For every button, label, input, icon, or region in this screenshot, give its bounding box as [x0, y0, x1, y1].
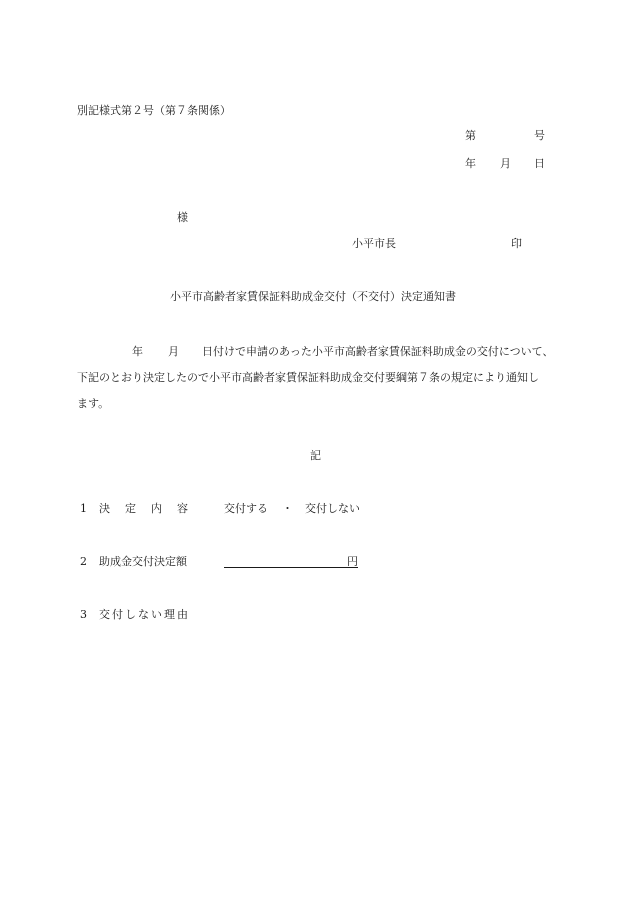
item-3-label-char: な — [138, 608, 149, 621]
choice-separator: ・ — [282, 502, 293, 515]
amount-field — [224, 554, 358, 568]
document-title: 小平市高齢者家賃保証料助成金交付（不交付）決定通知書 — [170, 290, 456, 303]
item-1-label-char: 定 — [125, 502, 136, 515]
seal-mark: 印 — [511, 237, 522, 250]
date-year: 年 — [465, 157, 476, 170]
number-suffix: 号 — [534, 129, 545, 142]
date-day: 日 — [534, 157, 545, 170]
item-3-label-char: し — [125, 608, 136, 621]
item-2-number: 2 — [80, 555, 87, 568]
date-month: 月 — [500, 157, 511, 170]
body-line2: 下記のとおり決定したので小平市高齢者家賃保証料助成金交付要綱第７条の規定により通知し — [77, 371, 539, 384]
number-prefix: 第 — [465, 129, 476, 142]
addressee-suffix: 様 — [177, 211, 188, 224]
form-identifier: 別記様式第２号（第７条関係） — [77, 104, 231, 117]
issuer-name: 小平市長 — [352, 237, 396, 250]
choice-grant: 交付する — [224, 502, 268, 515]
ki-heading: 記 — [310, 449, 321, 462]
body-line3: ます。 — [77, 397, 110, 410]
item-3-label-char: 由 — [177, 608, 188, 621]
item-1-label — [99, 503, 188, 514]
amount-unit: 円 — [347, 555, 358, 568]
item-3-label-char: 交 — [99, 608, 110, 621]
item-1-label-char: 決 — [99, 502, 110, 515]
item-3-label-char: 付 — [112, 608, 123, 621]
item-3-label-char: 理 — [164, 608, 175, 621]
choice-no-grant: 交付しない — [305, 502, 360, 515]
item-3-label — [99, 609, 188, 620]
item-1-label-char: 容 — [177, 502, 188, 515]
item-1-number: 1 — [80, 502, 87, 515]
item-1-label-char: 内 — [151, 502, 162, 515]
item-2-label: 助成金交付決定額 — [99, 555, 187, 568]
item-3-number: 3 — [80, 608, 87, 621]
body-year: 年 — [132, 345, 143, 358]
item-3-label-char: い — [151, 608, 162, 621]
body-line1: 日付けで申請のあった小平市高齢者家賃保証料助成金の交付について、 — [202, 345, 554, 358]
body-month: 月 — [168, 345, 179, 358]
